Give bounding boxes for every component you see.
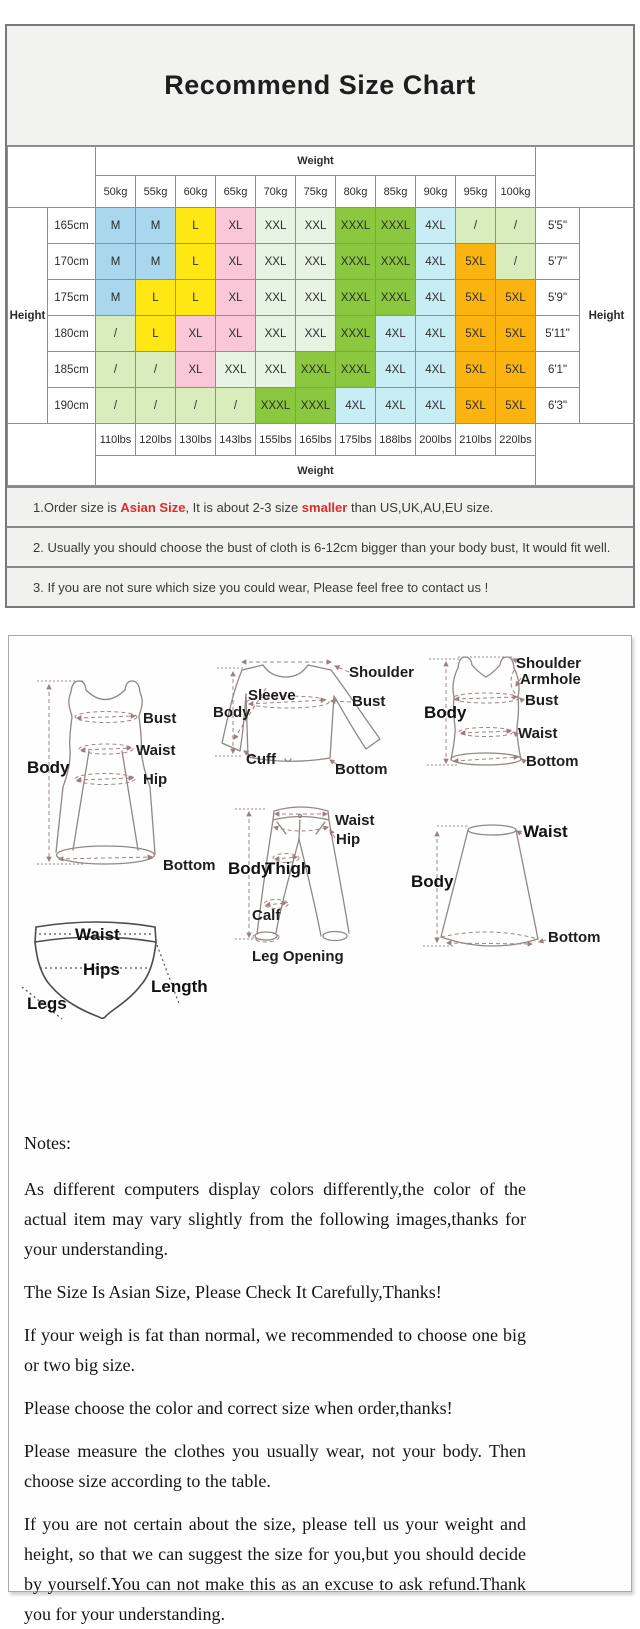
- height-cm-0: 165cm: [48, 208, 96, 244]
- notes-paragraph: As different computers display colors differently,the color of the actual item may vary slightly from the following images,thanks for your understanding.: [24, 1179, 526, 1259]
- weight-kg-3: 65kg: [216, 176, 256, 208]
- weight-kg-8: 90kg: [416, 176, 456, 208]
- weight-kg-7: 85kg: [376, 176, 416, 208]
- vest-bust-label: Bust: [525, 692, 559, 709]
- size-cell-3-6: XXXL: [336, 316, 376, 352]
- chart-note-3: [7, 566, 633, 606]
- size-cell-1-2: L: [176, 244, 216, 280]
- weight-lbs-8: 200lbs: [416, 424, 456, 456]
- pants-thigh-label: Thigh: [265, 859, 312, 878]
- size-cell-0-4: XXL: [256, 208, 296, 244]
- size-cell-5-10: 5XL: [496, 388, 536, 424]
- size-cell-4-1: /: [136, 352, 176, 388]
- size-cell-3-2: XL: [176, 316, 216, 352]
- size-cell-0-1: M: [136, 208, 176, 244]
- pants-leg-opening-label: Leg Opening: [252, 948, 344, 965]
- vest-diagram: [424, 655, 581, 770]
- vest-bottom-label: Bottom: [526, 753, 579, 770]
- size-table: [7, 146, 634, 486]
- weight-lbs-0: 110lbs: [96, 424, 136, 456]
- dress-body-label: Body: [27, 758, 70, 777]
- size-cell-3-8: 4XL: [416, 316, 456, 352]
- height-cm-3: 180cm: [48, 316, 96, 352]
- weight-lbs-4: 155lbs: [256, 424, 296, 456]
- vest-armhole-label: Armhole: [520, 671, 581, 688]
- corner-bottom-left: [8, 424, 96, 486]
- notes-paragraph: Please choose the color and correct size when order,thanks!: [24, 1398, 453, 1418]
- measurement-diagrams: [9, 646, 631, 1086]
- height-label-left: Height: [8, 208, 48, 424]
- shirt-bottom-label: Bottom: [335, 761, 388, 778]
- weight-lbs-2: 130lbs: [176, 424, 216, 456]
- size-cell-3-3: XL: [216, 316, 256, 352]
- pants-diagram: [228, 807, 374, 965]
- size-cell-1-9: 5XL: [456, 244, 496, 280]
- height-ft-5: 6'3": [536, 388, 580, 424]
- skirt-body-label: Body: [411, 872, 454, 891]
- size-cell-0-3: XL: [216, 208, 256, 244]
- briefs-diagram: [22, 922, 208, 1019]
- size-cell-4-10: 5XL: [496, 352, 536, 388]
- weight-lbs-5: 165lbs: [296, 424, 336, 456]
- page-title: Recommend Size Chart: [7, 26, 633, 146]
- size-cell-2-10: 5XL: [496, 280, 536, 316]
- size-cell-1-4: XXL: [256, 244, 296, 280]
- size-cell-0-5: XXL: [296, 208, 336, 244]
- note3-text: 3. If you are not sure which size you could wear, Please feel free to contact us !: [33, 579, 489, 595]
- size-cell-4-4: XXL: [256, 352, 296, 388]
- size-cell-3-5: XXL: [296, 316, 336, 352]
- pants-body-label: Body: [228, 859, 271, 878]
- size-cell-1-0: M: [96, 244, 136, 280]
- dress-waist-label: Waist: [136, 742, 176, 759]
- briefs-hips-label: Hips: [83, 960, 120, 979]
- dress-bust-label: Bust: [143, 710, 177, 727]
- pants-calf-label: Calf: [252, 907, 281, 924]
- size-cell-0-6: XXXL: [336, 208, 376, 244]
- size-cell-3-1: L: [136, 316, 176, 352]
- size-cell-4-2: XL: [176, 352, 216, 388]
- size-cell-3-10: 5XL: [496, 316, 536, 352]
- weight-kg-0: 50kg: [96, 176, 136, 208]
- size-chart-box: [5, 24, 635, 608]
- size-cell-4-3: XXL: [216, 352, 256, 388]
- size-cell-4-7: 4XL: [376, 352, 416, 388]
- weight-kg-4: 70kg: [256, 176, 296, 208]
- size-cell-0-0: M: [96, 208, 136, 244]
- pants-waist-label: Waist: [335, 812, 375, 829]
- size-cell-0-8: 4XL: [416, 208, 456, 244]
- height-cm-1: 170cm: [48, 244, 96, 280]
- size-cell-0-7: XXXL: [376, 208, 416, 244]
- size-cell-2-4: XXL: [256, 280, 296, 316]
- vest-body-label: Body: [424, 703, 467, 722]
- chart-note-2: [7, 526, 633, 566]
- height-ft-4: 6'1": [536, 352, 580, 388]
- size-cell-2-1: L: [136, 280, 176, 316]
- size-cell-2-8: 4XL: [416, 280, 456, 316]
- weight-kg-6: 80kg: [336, 176, 376, 208]
- height-ft-1: 5'7": [536, 244, 580, 280]
- height-label-right: Height: [580, 208, 634, 424]
- size-cell-5-6: 4XL: [336, 388, 376, 424]
- size-cell-2-9: 5XL: [456, 280, 496, 316]
- size-cell-3-0: /: [96, 316, 136, 352]
- size-cell-2-2: L: [176, 280, 216, 316]
- height-cm-5: 190cm: [48, 388, 96, 424]
- notes-paragraph: Please measure the clothes you usually wear, not your body. Then choose size according to the table.: [24, 1441, 526, 1491]
- shirt-shoulder-label: Shoulder: [349, 664, 415, 681]
- weight-lbs-9: 210lbs: [456, 424, 496, 456]
- skirt-bottom-label: Bottom: [548, 929, 601, 946]
- size-cell-4-8: 4XL: [416, 352, 456, 388]
- size-cell-5-8: 4XL: [416, 388, 456, 424]
- height-ft-0: 5'5": [536, 208, 580, 244]
- corner-bottom-right: [536, 424, 634, 486]
- size-cell-1-3: XL: [216, 244, 256, 280]
- shirt-sleeve-label: Sleeve: [248, 687, 296, 704]
- weight-kg-1: 55kg: [136, 176, 176, 208]
- corner-top-right: [536, 147, 634, 208]
- weight-header-bottom: Weight: [96, 456, 536, 486]
- weight-lbs-10: 220lbs: [496, 424, 536, 456]
- shirt-bust-label: Bust: [352, 693, 386, 710]
- size-cell-4-0: /: [96, 352, 136, 388]
- size-cell-5-4: XXXL: [256, 388, 296, 424]
- weight-lbs-3: 143lbs: [216, 424, 256, 456]
- height-ft-2: 5'9": [536, 280, 580, 316]
- dress-bottom-label: Bottom: [163, 857, 216, 874]
- size-cell-1-5: XXL: [296, 244, 336, 280]
- size-cell-1-10: /: [496, 244, 536, 280]
- dress-hip-label: Hip: [143, 771, 168, 788]
- note1-smaller: smaller: [301, 499, 348, 515]
- weight-kg-5: 75kg: [296, 176, 336, 208]
- briefs-waist-label: Waist: [75, 925, 120, 944]
- size-cell-0-10: /: [496, 208, 536, 244]
- size-cell-4-5: XXXL: [296, 352, 336, 388]
- note2-text: 2. Usually you should choose the bust of cloth is 6-12cm bigger than your body bust, It would fit well.: [33, 539, 611, 555]
- notes-paragraph: If you are not certain about the size, please tell us your weight and height, so that we can suggest the size for you,but you should decide by yourself.You can not make this as an excuse to ask refund.Thank you for your understanding.: [24, 1514, 526, 1624]
- shirt-cuff-label: Cuff: [246, 751, 276, 768]
- weight-kg-9: 95kg: [456, 176, 496, 208]
- pants-hip-label: Hip: [336, 831, 361, 848]
- size-cell-4-6: XXXL: [336, 352, 376, 388]
- weight-lbs-6: 175lbs: [336, 424, 376, 456]
- size-cell-0-2: L: [176, 208, 216, 244]
- briefs-length-label: Length: [151, 977, 208, 996]
- size-cell-5-7: 4XL: [376, 388, 416, 424]
- size-cell-2-0: M: [96, 280, 136, 316]
- chart-note-1: [7, 486, 633, 526]
- size-cell-1-8: 4XL: [416, 244, 456, 280]
- diagram-box: [8, 635, 632, 1624]
- size-cell-1-1: M: [136, 244, 176, 280]
- note1-asian-size: Asian Size: [120, 499, 186, 515]
- size-cell-5-5: XXXL: [296, 388, 336, 424]
- size-cell-5-3: /: [216, 388, 256, 424]
- size-cell-2-3: XL: [216, 280, 256, 316]
- size-cell-5-2: /: [176, 388, 216, 424]
- bottom-notes: [24, 1133, 526, 1629]
- size-cell-1-6: XXXL: [336, 244, 376, 280]
- notes-paragraph: If your weigh is fat than normal, we recommended to choose one big or two big size.: [24, 1325, 526, 1375]
- shirt-body-label: Body: [213, 704, 251, 721]
- weight-header-top: Weight: [96, 147, 536, 176]
- shirt-diagram: [213, 662, 414, 778]
- height-cm-2: 175cm: [48, 280, 96, 316]
- size-cell-5-9: 5XL: [456, 388, 496, 424]
- size-cell-2-7: XXXL: [376, 280, 416, 316]
- height-ft-3: 5'11": [536, 316, 580, 352]
- note1-text: 1.Order size is Asian Size, It is about 2-3 size smaller than US,UK,AU,EU size.: [33, 499, 494, 515]
- weight-lbs-7: 188lbs: [376, 424, 416, 456]
- skirt-diagram: [411, 822, 601, 946]
- weight-kg-2: 60kg: [176, 176, 216, 208]
- skirt-waist-label: Waist: [523, 822, 568, 841]
- size-cell-2-5: XXL: [296, 280, 336, 316]
- vest-shoulder-label: Shoulder: [516, 655, 582, 672]
- size-cell-5-1: /: [136, 388, 176, 424]
- size-cell-1-7: XXXL: [376, 244, 416, 280]
- weight-kg-10: 100kg: [496, 176, 536, 208]
- size-cell-3-7: 4XL: [376, 316, 416, 352]
- size-cell-5-0: /: [96, 388, 136, 424]
- briefs-legs-label: Legs: [27, 994, 67, 1013]
- size-cell-0-9: /: [456, 208, 496, 244]
- height-cm-4: 185cm: [48, 352, 96, 388]
- size-cell-4-9: 5XL: [456, 352, 496, 388]
- vest-waist-label: Waist: [518, 725, 558, 742]
- weight-lbs-1: 120lbs: [136, 424, 176, 456]
- notes-paragraph: The Size Is Asian Size, Please Check It Carefully,Thanks!: [24, 1282, 442, 1302]
- corner-top-left: [8, 147, 96, 208]
- notes-heading: Notes:: [24, 1133, 71, 1153]
- size-cell-2-6: XXXL: [336, 280, 376, 316]
- dress-diagram: [27, 681, 216, 874]
- size-cell-3-9: 5XL: [456, 316, 496, 352]
- size-cell-3-4: XXL: [256, 316, 296, 352]
